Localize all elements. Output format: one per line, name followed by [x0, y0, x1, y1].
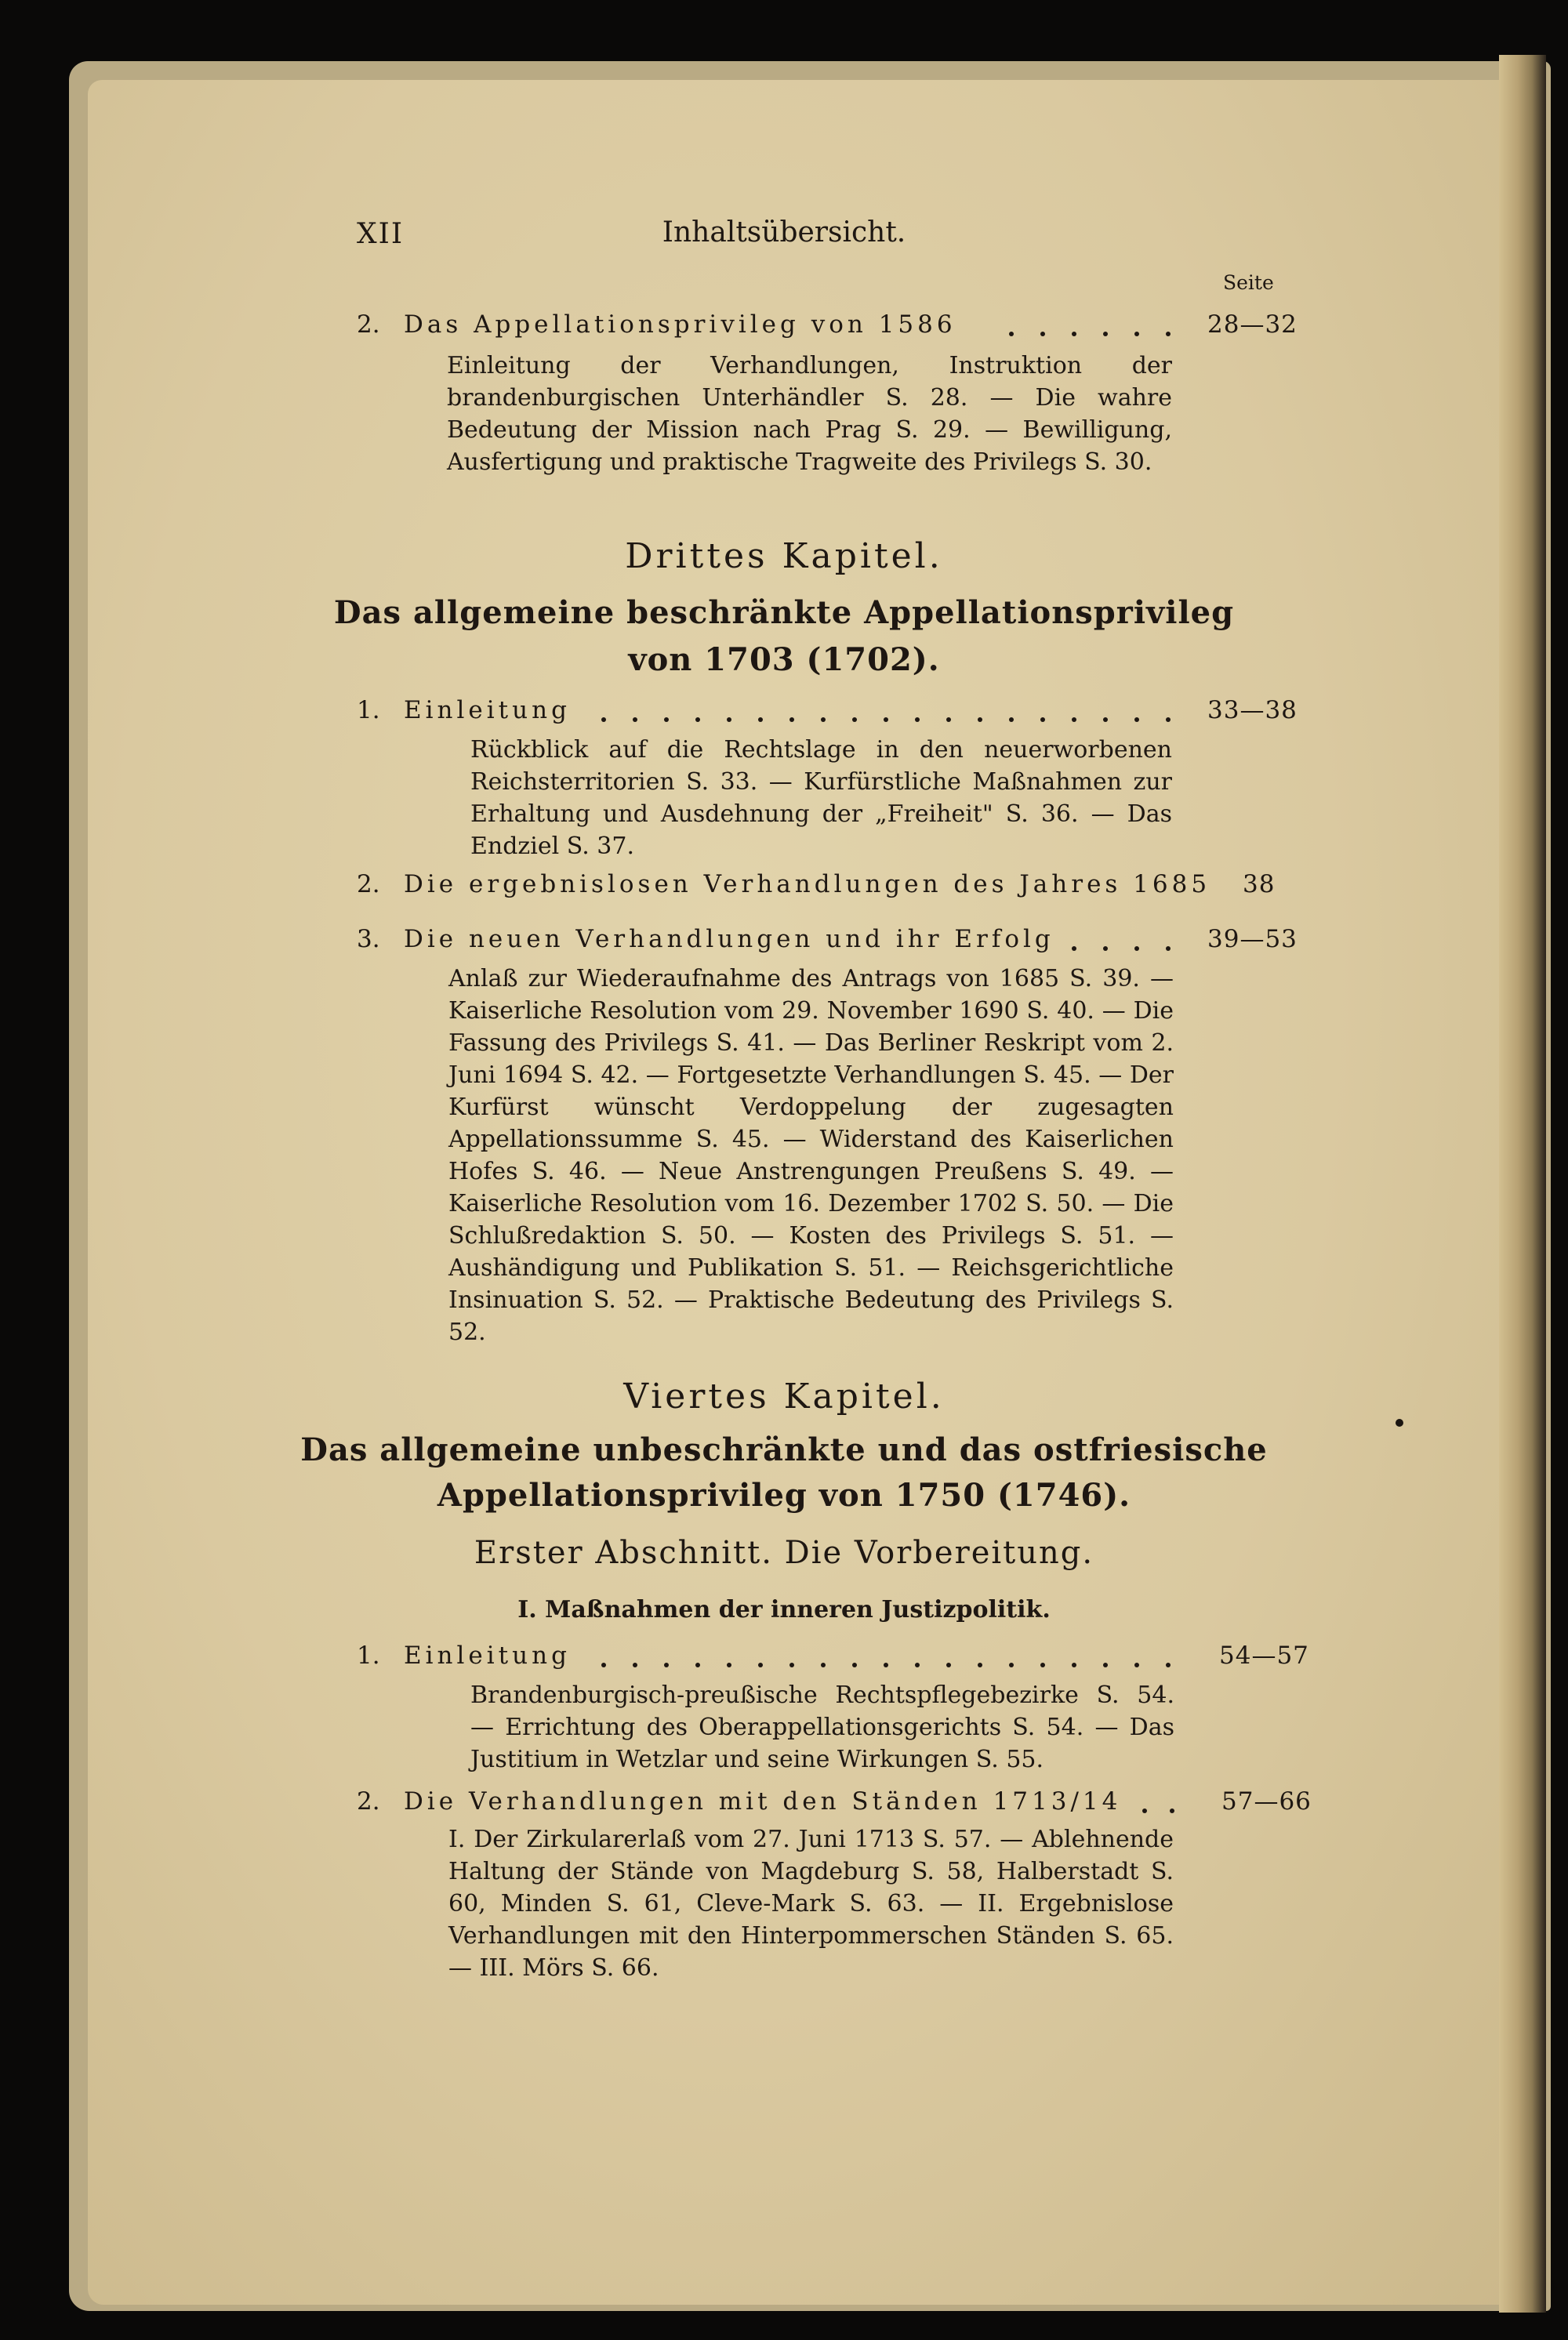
entry-pages: 28—32: [1207, 310, 1298, 339]
leader-dots: [0, 1787, 1568, 1819]
entry-pages: 54—57: [1219, 1642, 1309, 1670]
chapter-subtitle-line2: Appellationsprivileg von 1750 (1746).: [437, 1477, 1131, 1514]
leader-dots: [0, 925, 1568, 956]
leader-dots: [0, 1642, 1568, 1673]
ink-speck: [1396, 1419, 1403, 1427]
entry-pages: 38: [1243, 870, 1276, 898]
entry-number: 3.: [357, 925, 380, 953]
chapter-heading: Viertes Kapitel.: [623, 1377, 945, 1417]
running-title: Inhaltsübersicht.: [662, 216, 906, 249]
entry-number: 2.: [357, 1787, 380, 1816]
entry-title: Die ergebnislosen Verhandlungen des Jahres 1685: [404, 870, 1211, 898]
entry-title: Die Verhandlungen mit den Ständen 1713/14: [404, 1787, 1122, 1816]
entry-pages: 33—38: [1207, 696, 1298, 724]
entry-number: 1.: [357, 1642, 380, 1670]
entry-number: 1.: [357, 696, 380, 724]
leader-dots: [0, 696, 1568, 727]
page-number: XII: [357, 218, 405, 250]
leader-dots: [0, 310, 1568, 342]
seite-label: Seite: [1223, 271, 1274, 294]
entry-description: I. Der Zirkularerlaß vom 27. Juni 1713 S. 57. — Ablehnende Haltung der Stände von Magdeburg S. 58, Halberstadt S. 60, Minden S. 61, Cleve-Mark S. 63. — II. Ergebnislose Verhandlungen mit den Hinterpommerschen Ständen S. 65. — III. Mörs S. 66.: [448, 1826, 1174, 1982]
entry-description: Einleitung der Verhandlungen, Instruktion der brandenburgischen Unterhändler S. 28. — Die wahre Bedeutung der Mission nach Prag S. 29. — Bewilligung, Ausfertigung und praktische Tragweite des Privilegs S. 30.: [447, 352, 1172, 476]
chapter-subtitle-line2: von 1703 (1702).: [628, 641, 940, 678]
entry-pages: 39—53: [1207, 925, 1298, 953]
section-heading: Erster Abschnitt. Die Vorbereitung.: [474, 1535, 1094, 1571]
entry-title: Einleitung: [404, 696, 571, 724]
entry-number: 2.: [357, 870, 380, 898]
entry-number: 2.: [357, 310, 380, 339]
chapter-subtitle-line1: Das allgemeine unbeschränkte und das ostfriesische: [300, 1431, 1268, 1468]
chapter-heading: Drittes Kapitel.: [625, 536, 943, 576]
entry-title: Einleitung: [404, 1642, 571, 1670]
entry-description: Anlaß zur Wiederaufnahme des Antrags von 1685 S. 39. — Kaiserliche Resolution vom 29. November 1690 S. 40. — Die Fassung des Privilegs S. 41. — Das Berliner Reskript vom 2. Juni 1694 S. 42. — Fortgesetzte Verhandlungen S. 45. — Der Kurfürst wünscht Verdoppelung der zugesagten Appellationssumme S. 45. — Widerstand des Kaiserlichen Hofes S. 46. — Neue Anstrengungen Preußens S. 49. — Kaiserliche Resolution vom 16. Dezember 1702 S. 50. — Die Schlußredaktion S. 50. — Kosten des Privilegs S. 51. — Aushändigung und Publikation S. 51. — Reichsgerichtliche Insinuation S. 52. — Praktische Bedeutung des Privilegs S. 52.: [448, 965, 1174, 1346]
entry-description: Rückblick auf die Rechtslage in den neuerworbenen Reichsterritorien S. 33. — Kurfürstliche Maßnahmen zur Erhaltung und Ausdehnung der „Freiheit" S. 36. — Das Endziel S. 37.: [470, 736, 1172, 860]
chapter-subtitle-line1: Das allgemeine beschränkte Appellationsprivileg: [333, 594, 1235, 631]
entry-title: Das Appellationsprivileg von 1586: [404, 310, 956, 339]
entry-title: Die neuen Verhandlungen und ihr Erfolg: [404, 925, 1054, 953]
subsection-heading: I. Maßnahmen der inneren Justizpolitik.: [517, 1596, 1051, 1623]
entry-pages: 57—66: [1221, 1787, 1312, 1816]
entry-description: Brandenburgisch-preußische Rechtspflegebezirke S. 54. — Errichtung des Oberappellationsgerichts S. 54. — Das Justitium in Wetzlar und seine Wirkungen S. 55.: [470, 1682, 1174, 1773]
